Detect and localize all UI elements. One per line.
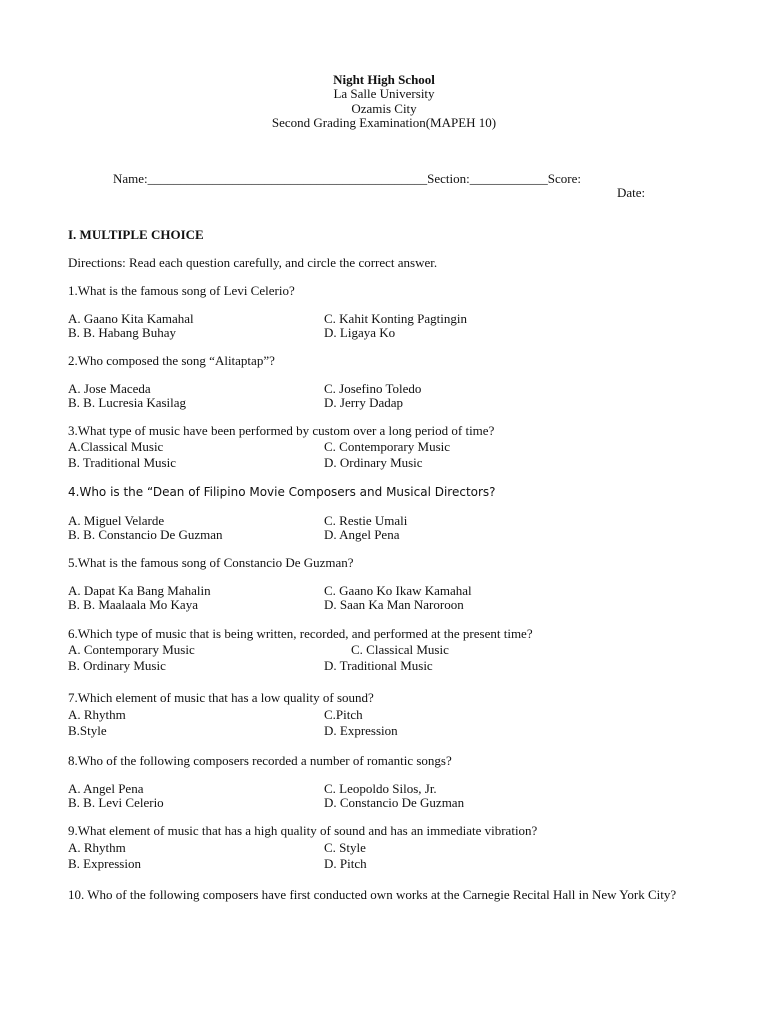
- choice-b: B. B. Lucresia Kasilag: [68, 395, 187, 410]
- question-text: 9.What element of music that has a high quality of sound and has an immediate vibration?: [68, 823, 538, 838]
- choice-c: C. Style: [324, 840, 366, 855]
- choice-b: B. B. Levi Celerio: [68, 795, 164, 810]
- choice-d: D. Traditional Music: [324, 658, 433, 673]
- choice-a: A.Classical Music: [68, 439, 164, 454]
- choice-b: B.Style: [68, 723, 107, 738]
- question-text: 4.Who is the “Dean of Filipino Movie Composers and Musical Directors?: [68, 485, 496, 499]
- choice-d: D. Angel Pena: [324, 527, 400, 542]
- student-info-line: Name:___________________________________________Section:____________Score:: [113, 171, 581, 186]
- directions: Directions: Read each question carefully, and circle the correct answer.: [68, 255, 438, 270]
- choice-c: C. Gaano Ko Ikaw Kamahal: [324, 583, 472, 598]
- choice-b: B. Ordinary Music: [68, 658, 166, 673]
- choice-b: B. Expression: [68, 856, 141, 871]
- choice-d: D. Constancio De Guzman: [324, 795, 465, 810]
- choice-d: D. Ordinary Music: [324, 455, 423, 470]
- choice-d: D. Ligaya Ko: [324, 325, 396, 340]
- school-name: Night High School: [333, 72, 435, 87]
- choice-a: A. Jose Maceda: [68, 381, 151, 396]
- question-text: 8.Who of the following composers recorded a number of romantic songs?: [68, 753, 452, 768]
- choice-a: A. Gaano Kita Kamahal: [68, 311, 194, 326]
- exam-title: Second Grading Examination(MAPEH 10): [271, 115, 497, 130]
- question-text: 3.What type of music have been performed by custom over a long period of time?: [68, 423, 495, 438]
- choice-c: C. Leopoldo Silos, Jr.: [324, 781, 437, 796]
- question-text: 7.Which element of music that has a low quality of sound?: [68, 690, 374, 705]
- choice-c: C. Contemporary Music: [324, 439, 451, 454]
- choice-a: A. Contemporary Music: [68, 642, 195, 657]
- choice-d: D. Saan Ka Man Naroroon: [324, 597, 464, 612]
- choice-d: D. Jerry Dadap: [324, 395, 404, 410]
- choice-d: D. Expression: [324, 723, 398, 738]
- question-text: 2.Who composed the song “Alitaptap”?: [68, 353, 275, 368]
- choice-c: C. Classical Music: [351, 642, 449, 657]
- choice-b: B. Traditional Music: [68, 455, 176, 470]
- date-label: Date:: [617, 185, 646, 200]
- question-text: 6.Which type of music that is being written, recorded, and performed at the present time?: [68, 626, 533, 641]
- choice-a: A. Angel Pena: [68, 781, 144, 796]
- question-text: 1.What is the famous song of Levi Celerio?: [68, 283, 295, 298]
- question-text: 5.What is the famous song of Constancio De Guzman?: [68, 555, 354, 570]
- choice-a: A. Miguel Velarde: [68, 513, 165, 528]
- choice-b: B. B. Maalaala Mo Kaya: [68, 597, 198, 612]
- section-title: I. MULTIPLE CHOICE: [68, 227, 204, 242]
- choice-b: B. B. Habang Buhay: [68, 325, 176, 340]
- choice-b: B. B. Constancio De Guzman: [68, 527, 223, 542]
- choice-a: A. Dapat Ka Bang Mahalin: [68, 583, 211, 598]
- choice-a: A. Rhythm: [68, 840, 126, 855]
- question-text: 10. Who of the following composers have first conducted own works at the Carnegie Recital Hall in New York City?: [68, 887, 677, 902]
- choice-a: A. Rhythm: [68, 707, 126, 722]
- university-name: La Salle University: [333, 86, 435, 101]
- choice-c: C. Restie Umali: [324, 513, 408, 528]
- city-name: Ozamis City: [351, 101, 417, 116]
- choice-c: C. Kahit Konting Pagtingin: [324, 311, 467, 326]
- choice-d: D. Pitch: [324, 856, 367, 871]
- choice-c: C.Pitch: [324, 707, 363, 722]
- choice-c: C. Josefino Toledo: [324, 381, 422, 396]
